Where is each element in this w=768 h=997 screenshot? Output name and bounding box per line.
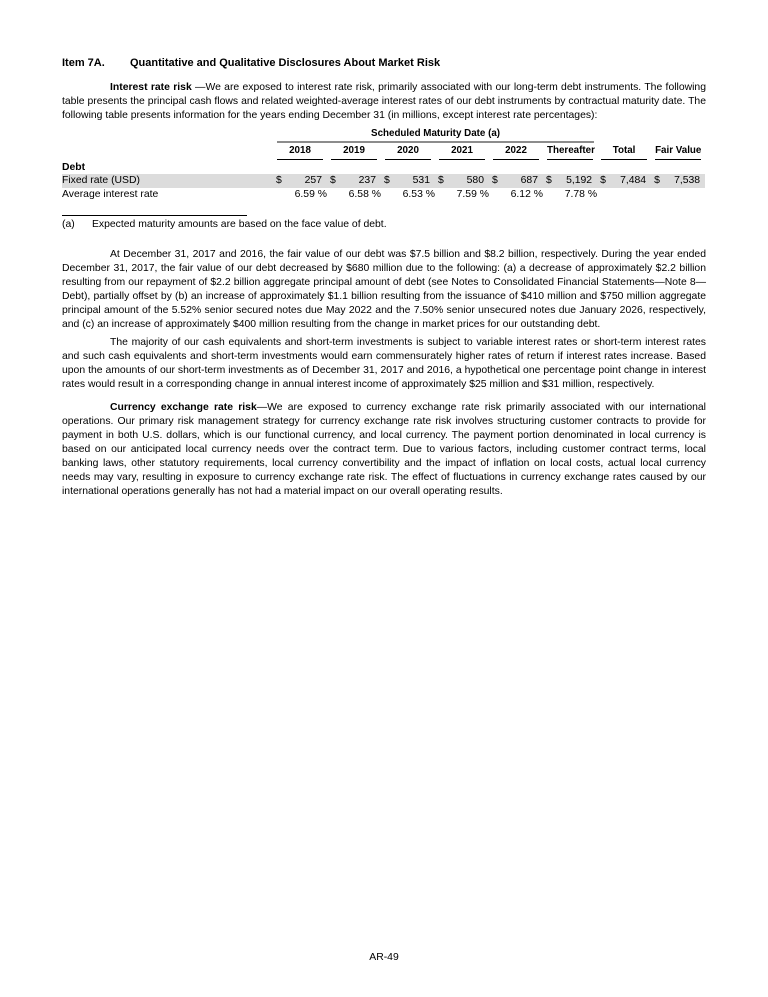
heading-item-number: Item 7A.	[62, 57, 105, 69]
fixed-rate-2020: $ 531	[384, 175, 430, 186]
column-header-2022: 2022	[493, 145, 539, 160]
fixed-rate-label: Fixed rate (USD)	[62, 174, 273, 188]
column-header-2020: 2020	[385, 145, 431, 160]
currency-symbol: $	[654, 175, 660, 186]
footnote-text: Expected maturity amounts are based on the face value of debt.	[92, 219, 387, 230]
column-header-thereafter: Thereafter	[547, 145, 593, 160]
table-row	[62, 128, 705, 143]
heading-title: Quantitative and Qualitative Disclosures About Market Risk	[130, 57, 441, 69]
currency-risk-text: —We are exposed to currency exchange rate risk primarily associated with our international operations. Our primary risk management strategy for currency exchange rate risk involves structuring customer contracts to provide for payment in both U.S. dollars, which is our functional currency, and local currency. The payment portion denominated in local currency is based on our anticipated local currency needs over the contract term. Due to various factors, including customer contract terms, local banking laws, other statutory requirements, local currency convertibility and the impact of inflation on local costs, actual local currency needs may vary, resulting in exposure to currency exchange rate risk. The effect of fluctuations in currency exchange rates caused by our international operations generally has not had a material impact on our overall operating results.	[62, 402, 706, 497]
fixed-rate-2019: $ 237	[330, 175, 376, 186]
interest-rate-risk-text: —We are exposed to interest rate risk, primarily associated with our long-term debt instruments. The following table presents the principal cash flows and related weighted-average interest rates of our debt instruments by contractual maturity date. The following table presents information for the years ending December 31 (in millions, except interest rate percentages):	[62, 82, 706, 121]
page-number: AR-49	[369, 952, 399, 963]
average-rate-2020: 6.53 %	[402, 189, 435, 200]
table-spanning-header: Scheduled Maturity Date (a)	[277, 128, 594, 143]
average-rate-2019: 6.58 %	[348, 189, 381, 200]
section-heading	[62, 57, 706, 70]
paragraph-interest-rate-risk	[62, 81, 706, 123]
column-header-2018: 2018	[277, 145, 323, 160]
table-section-label: Debt	[62, 162, 86, 173]
column-header-2021: 2021	[439, 145, 485, 160]
paragraph-short-term-investments: The majority of our cash equivalents and short-term investments is subject to variable interest rates or short-term interest rates and such cash equivalents and short-term investments would earn commensurately higher rates of return if interest rates increase. Based upon the amounts of our short-term investments as of December 31, 2017 and 2016, a hypothetical one percentage point change in interest rates would result in a corresponding change in annual interest income of approximately $25 million and $31 million, respectively.	[62, 337, 706, 390]
column-header-2019: 2019	[331, 145, 377, 160]
footnote	[62, 218, 706, 232]
currency-symbol: $	[600, 175, 606, 186]
fixed-rate-2021: $ 580	[438, 175, 484, 186]
average-rate-label: Average interest rate	[62, 189, 159, 200]
maturity-table	[62, 128, 705, 202]
table-section-row	[62, 160, 705, 174]
table-row-fixed-rate	[62, 174, 705, 188]
currency-symbol: $	[330, 175, 336, 186]
table-row-average-rate	[62, 188, 705, 202]
currency-symbol: $	[546, 175, 552, 186]
average-rate-2021: 7.59 %	[456, 189, 489, 200]
fixed-rate-thereafter: $ 5,192	[546, 175, 593, 186]
fixed-rate-2022: $ 687	[492, 175, 538, 186]
currency-symbol: $	[438, 175, 444, 186]
currency-symbol: $	[276, 175, 282, 186]
average-rate-2018: 6.59 %	[294, 189, 327, 200]
table-header-row	[62, 143, 705, 160]
fixed-rate-2018: $ 257	[276, 175, 322, 186]
currency-symbol: $	[384, 175, 390, 186]
column-header-total: Total	[601, 145, 647, 160]
column-header-fair-value: Fair Value	[655, 145, 701, 160]
footnote-divider	[62, 215, 247, 216]
average-rate-thereafter: 7.78 %	[564, 189, 598, 200]
currency-symbol: $	[492, 175, 498, 186]
currency-risk-lead: Currency exchange rate risk	[110, 402, 257, 413]
paragraph-currency-exchange-risk	[62, 401, 706, 499]
footnote-marker: (a)	[62, 219, 75, 230]
fixed-rate-total: $ 7,484	[600, 175, 647, 186]
fixed-rate-fair-value: $ 7,538	[654, 175, 701, 186]
average-rate-2022: 6.12 %	[510, 189, 543, 200]
paragraph-debt-fair-value: At December 31, 2017 and 2016, the fair value of our debt was $7.5 billion and $8.2 billion, respectively. During the year ended December 31, 2017, the fair value of our debt decreased by $680 million due to the following: (a) a decrease of approximately $2.2 billion resulting from our repayment of $2.2 billion aggregate principal amount of debt (see Notes to Consolidated Financial Statements—Note 8—Debt), partially offset by (b) an increase of approximately $1.1 billion resulting from the issuance of $410 million and $750 million aggregate principal amount of the 5.52% senior secured notes due May 2022 and the 7.50% senior unsecured notes due January 2026, respectively, and (c) an increase of approximately $400 million resulting from the change in market prices for our outstanding debt.	[62, 249, 706, 330]
interest-rate-risk-lead: Interest rate risk	[110, 82, 192, 93]
